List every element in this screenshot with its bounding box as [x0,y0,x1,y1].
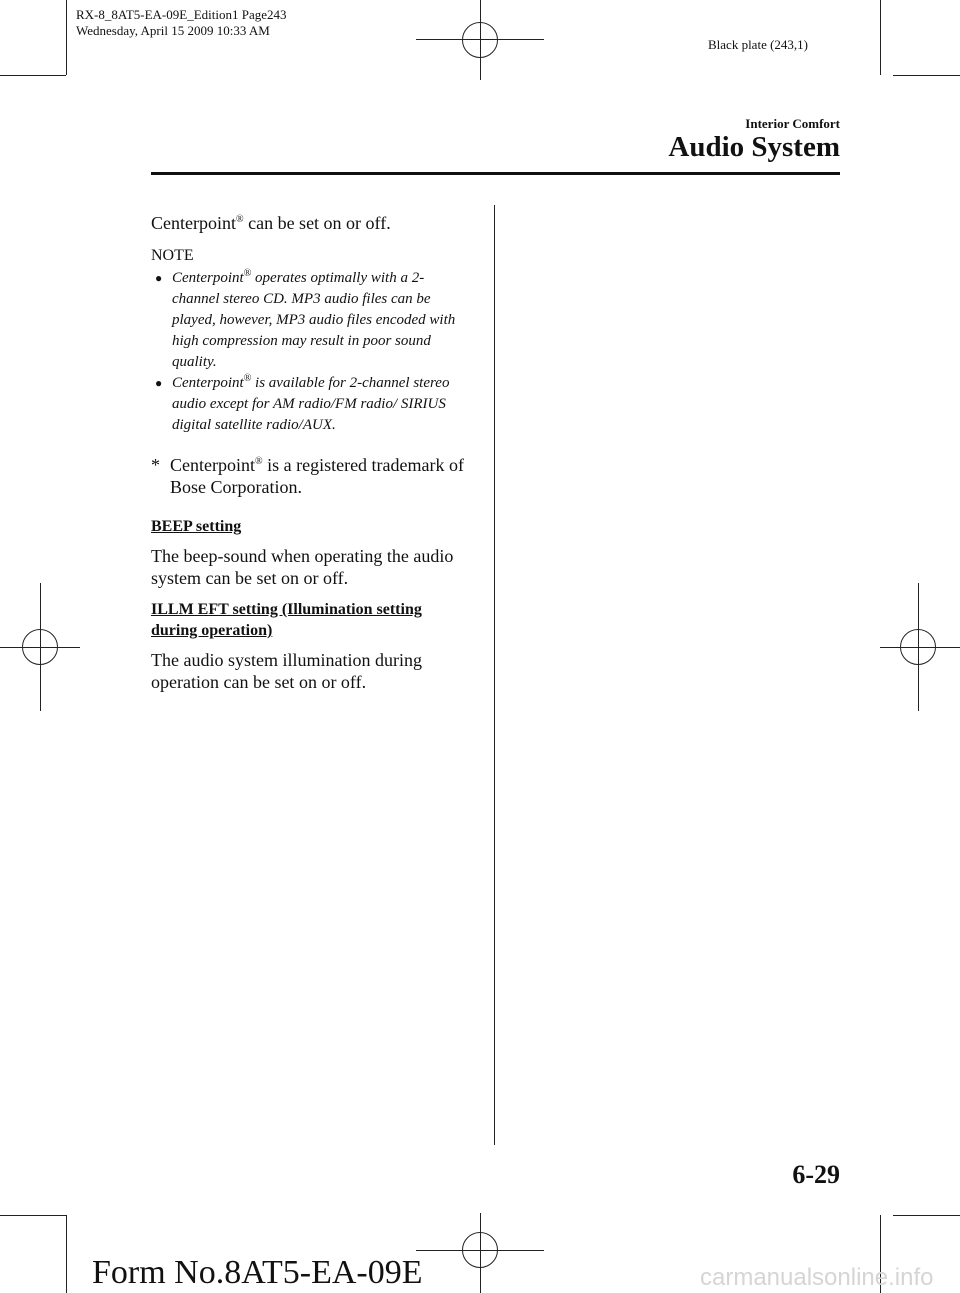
section-category: Interior Comfort [745,116,840,131]
print-header [76,7,287,39]
form-number: Form No.8AT5-EA-09E [92,1254,423,1291]
beep-setting-text: The beep-sound when operating the audio system can be set on or off. [151,546,454,588]
trademark-footnote: * Centerpoint® is a registered trademark of Bose Corporation. [151,455,465,497]
section-rule [151,172,840,175]
main-column [151,212,471,693]
page-number: 6-29 [792,1160,840,1189]
illm-eft-text: The audio system illumination during operation can be set on or off. [151,650,422,692]
note-item: ● Centerpoint® operates optimally with a 2-channel stereo CD. MP3 audio files can be played, however, MP3 audio files encoded with high compression may result in poor sound quality. [155,268,456,370]
asterisk: * [151,455,160,475]
print-file-line: RX-8_8AT5-EA-09E_Edition1 Page243 [76,7,287,22]
bullet-icon: ● [155,376,163,390]
beep-setting-heading: BEEP setting [151,518,242,535]
intro-paragraph: Centerpoint® can be set on or off. [151,213,391,233]
bullet-icon: ● [155,271,163,285]
column-divider [494,205,495,1145]
plate-label: Black plate (243,1) [708,37,808,52]
watermark: carmanualsonline.info [700,1264,934,1291]
note-item: ● Centerpoint® is available for 2-channel stereo audio except for AM radio/FM radio/ SIRIUS digital satellite radio/AUX. [155,373,450,433]
print-date-line: Wednesday, April 15 2009 10:33 AM [76,23,270,38]
section-title: Audio System [668,131,840,163]
illm-eft-heading: ILLM EFT setting (Illumination setting during operation) [151,601,422,639]
note-title: NOTE [151,247,194,264]
